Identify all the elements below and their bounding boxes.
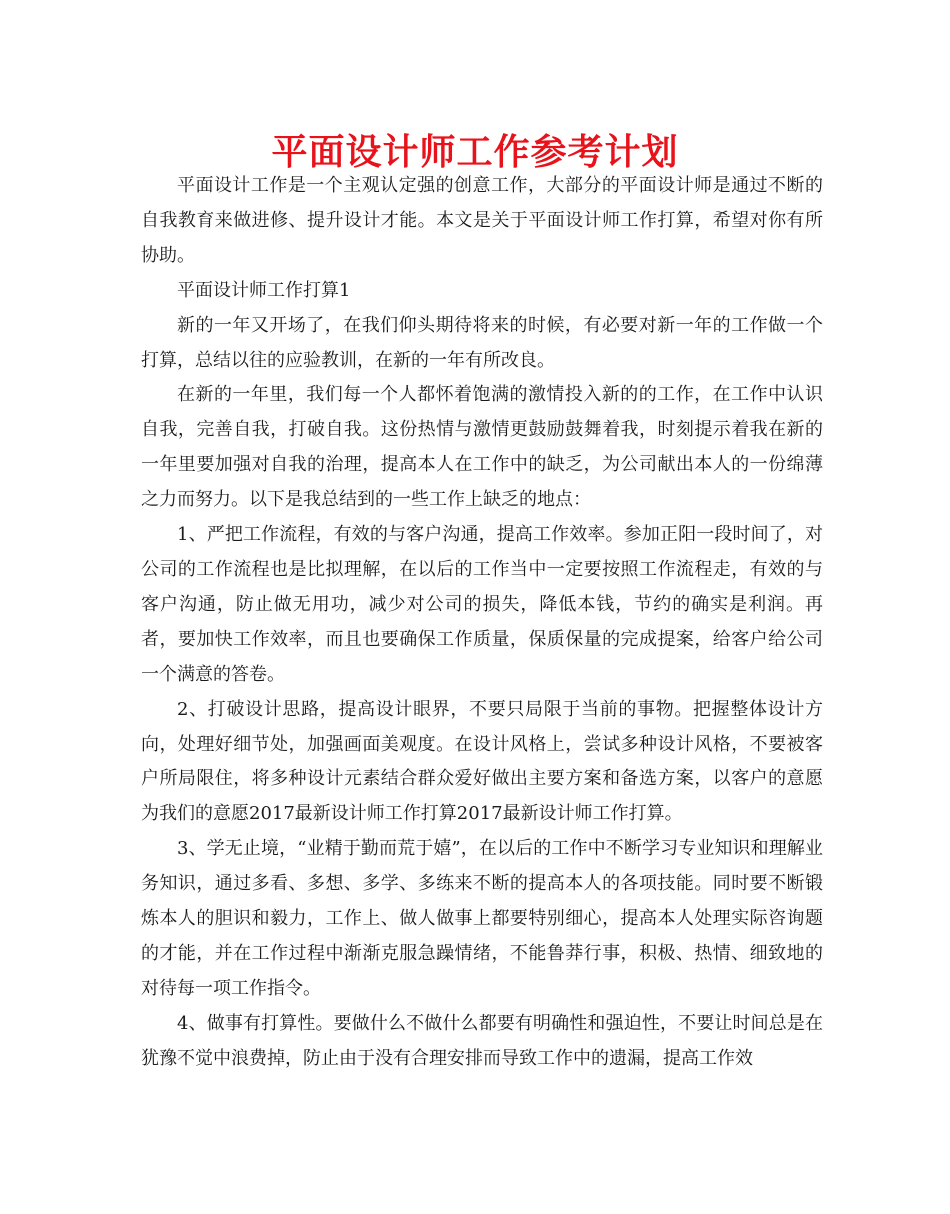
paragraph-section-heading: 平面设计师工作打算1 — [177, 279, 351, 301]
paragraph-item-3: 3、学无止境，“业精于勤而荒于嬉”，在以后的工作中不断学习专业知识和理解业务知识，通过多看、多想、多学、多练来不断的提高本人的各项技能。同时要不断锻炼本人的胆识和毅力，工作上、做人做事上都要特别细心，提高本人处理实际咨询题的才能，并在工作过程中渐渐克服急躁情绪，不能鲁莽行事，积极、热情、细致地的对待每一项工作指令。 — [141, 838, 823, 999]
paragraph-item-1: 1、严把工作流程，有效的与客户沟通，提高工作效率。参加正阳一段时间了，对公司的工作流程也是比拟理解，在以后的工作当中一定要按照工作流程走，有效的与客户沟通，防止做无用功，减少对公司的损失，降低本钱，节约的确实是利润。再者，要加快工作效率，而且也要确保工作质量，保质保量的完成提案，给客户给公司一个满意的答卷。 — [141, 524, 823, 685]
paragraph: 新的一年又开场了，在我们仰头期待将来的时候，有必要对新一年的工作做一个打算，总结以往的应验教训，在新的一年有所改良。 — [141, 314, 823, 371]
paragraph-item-4: 4、做事有打算性。要做什么不做什么都要有明确性和强迫性，不要让时间总是在犹豫不觉中浪费掉，防止由于没有合理安排而导致工作中的遗漏，提高工作效 — [141, 1012, 823, 1069]
paragraph: 在新的一年里，我们每一个人都怀着饱满的激情投入新的的工作，在工作中认识自我，完善自我，打破自我。这份热情与激情更鼓励鼓舞着我，时刻提示着我在新的一年里要加强对自我的治理，提高本人在工作中的缺乏，为公司献出本人的一份绵薄之力而努力。以下是我总结到的一些工作上缺乏的地点： — [141, 384, 823, 511]
document-body — [141, 169, 823, 1077]
paragraph-item-2: 2、打破设计思路，提高设计眼界，不要只局限于当前的事物。把握整体设计方向，处理好细节处，加强画面美观度。在设计风格上，尝试多种设计风格，不要被客户所局限住，将多种设计元素结合群众爱好做出主要方案和备选方案，以客户的意愿为我们的意愿2017最新设计师工作打算2017最新设计师工作打算。 — [141, 698, 823, 825]
paragraph-intro: 平面设计工作是一个主观认定强的创意工作，大部分的平面设计师是通过不断的自我教育来做进修、提升设计才能。本文是关于平面设计师工作打算，希望对你有所协助。 — [141, 175, 823, 266]
document-title: 平面设计师工作参考计划 — [271, 132, 679, 173]
